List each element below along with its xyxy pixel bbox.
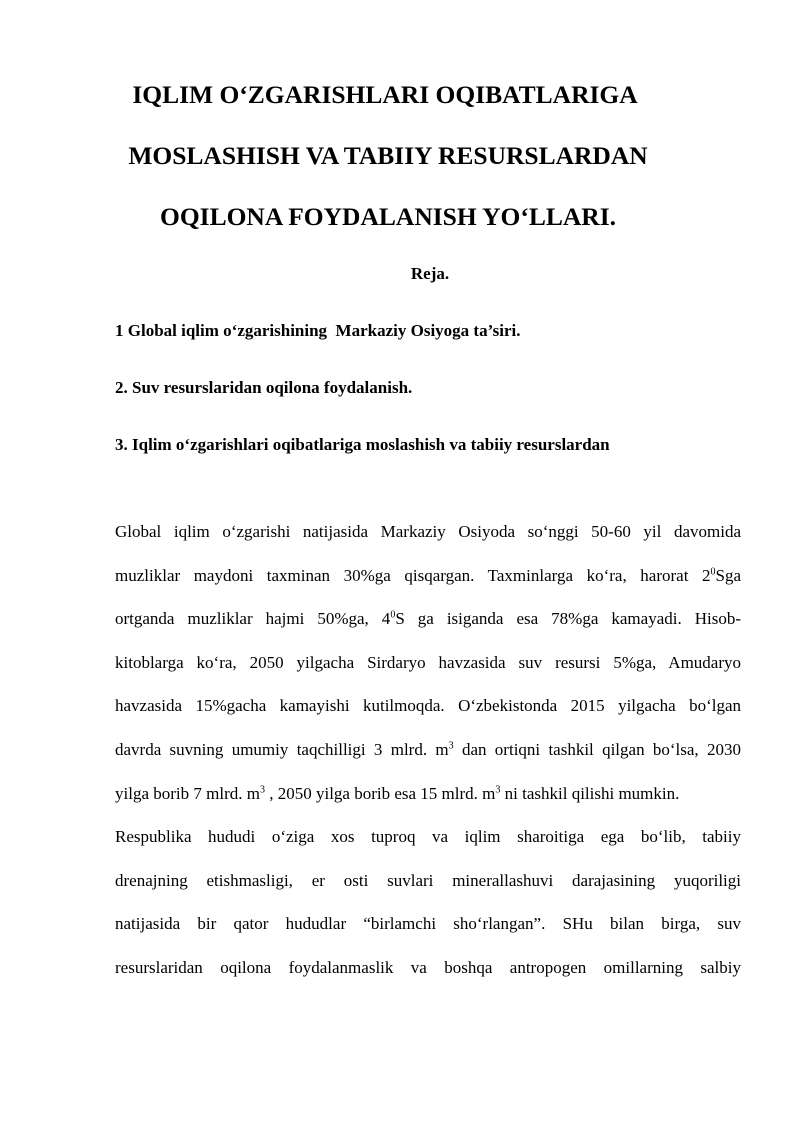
- paragraph-line: ortganda muzliklar hajmi 50%ga, $4^0S$ ga isiganda esa 78%ga kamayadi. Hisob-: [115, 609, 741, 629]
- paragraph-climate-impact: [115, 510, 741, 815]
- paragraph-republic-territory: [115, 815, 741, 989]
- paragraph-line: kitoblarga ko‘ra, 2050 yilgacha Sirdaryo havzasida suv resursi 5%ga, Amudaryo: [115, 652, 741, 672]
- paragraph-line: resurslaridan oqilona foydalanmaslik va boshqa antropogen omillarning salbiy: [115, 957, 741, 977]
- superscript: 3: [495, 783, 501, 795]
- paragraph-line: natijasida bir qator hududlar “birlamchi sho‘rlangan”. SHu bilan birga, suv: [115, 914, 741, 934]
- paragraph-line: davrda suvning umumiy taqchilligi 3 mlrd. $m^3$ dan ortiqni tashkil qilgan bo‘lsa, 2030: [115, 739, 741, 759]
- paragraph-line: Respublika hududi o‘ziga xos tuproq va iqlim sharoitiga ega bo‘lib, tabiiy: [115, 827, 741, 846]
- paragraph-line: Global iqlim o‘zgarishi natijasida Markaziy Osiyoda so‘nggi 50-60 yil davomida: [115, 522, 741, 541]
- paragraph-line: havzasida 15%gacha kamayishi kutilmoqda. O‘zbekistonda 2015 yilgacha bo‘lgan: [115, 696, 741, 716]
- plan-item-1: 1 Global iqlim o‘zgarishining Markaziy Osiyoga ta’siri.: [115, 321, 521, 340]
- paragraph-line: yilga borib 7 mlrd. $m^3$ , 2050 yilga borib esa 15 mlrd. $m^3$ ni tashkil qilishi mumkin.: [115, 783, 680, 803]
- paragraph-line: muzliklar maydoni taxminan 30%ga qisqargan. Taxminlarga ko‘ra, harorat $2^0Sga$: [115, 565, 741, 585]
- plan-item-3: 3. Iqlim o‘zgarishlari oqibatlariga moslashish va tabiiy resurslardan: [115, 435, 610, 454]
- plan-heading: Reja.: [410, 264, 450, 283]
- superscript: 3: [259, 783, 265, 795]
- superscript: 0: [390, 609, 396, 621]
- title-line-1: IQLIM O‘ZGARISHLARI OQIBATLARIGA: [132, 80, 638, 109]
- superscript: 3: [448, 740, 454, 752]
- plan-item-2: 2. Suv resurslaridan oqilona foydalanish.: [115, 378, 413, 397]
- superscript: 0: [710, 565, 716, 577]
- title-line-2: MOSLASHISH VA TABIIY RESURSLARDAN: [128, 141, 648, 170]
- title-line-3: OQILONA FOYDALANISH YO‘LLARI.: [160, 202, 616, 231]
- paragraph-line: drenajning etishmasligi, er osti suvlari minerallashuvi darajasining yuqoriligi: [115, 870, 741, 890]
